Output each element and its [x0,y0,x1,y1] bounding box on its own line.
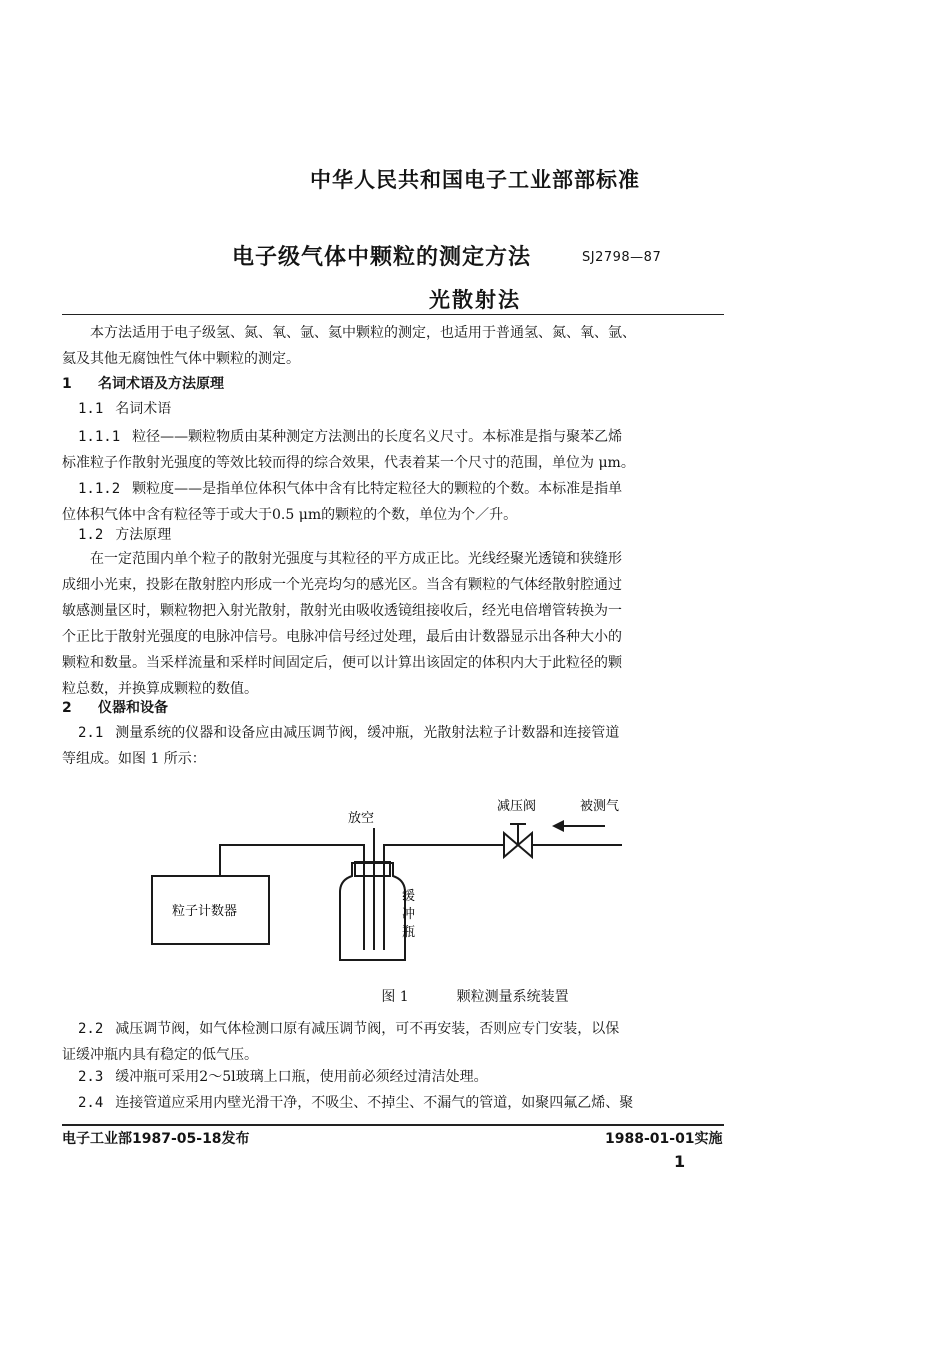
section-number: 1 [62,376,72,392]
clause-2-2 [62,1016,724,1068]
figure-caption [0,986,950,1006]
clause-text: 测量系统的仪器和设备应由减压调节阀，缓冲瓶，光散射法粒子计数器和连接管道 [115,725,620,741]
valve-left [504,833,518,857]
section-number: 1.2 [78,527,104,543]
clause-line [62,1090,724,1116]
clause-number: 1.1.1 [78,429,121,445]
issuer-heading: 中华人民共和国电子工业部部标准 [310,168,640,192]
clause-1-1-2 [62,476,724,528]
valve-right [518,833,532,857]
clause-text: 连接管道应采用内壁光滑干净，不吸尘、不掉尘、不漏气的管道，如聚四氟乙烯、聚 [115,1095,634,1111]
publish-date: 电子工业部1987-05-18发布 [62,1131,250,1147]
paragraph-line: 在一定范围内单个粒子的散射光强度与其粒径的平方成正比。光线经聚光透镜和狭缝形 [90,551,622,567]
clause-line [62,476,724,502]
section-1-1-heading [78,398,171,418]
clause-line: 位体积气体中含有粒径等于或大于0.5 μm的颗粒的个数，单位为个／升。 [62,507,518,523]
bottle-label-2: 冲 [402,907,416,922]
bottle-label-3: 瓶 [402,925,416,940]
clause-2-1 [62,720,724,772]
section-title: 方法原理 [115,527,172,543]
clause-1-1-1 [62,424,724,476]
clause-line: 标准粒子作散射光强度的等效比较而得的综合效果，代表着某一个尺寸的范围，单位为 μm。 [62,455,635,471]
title-rule [62,314,724,315]
footer-rule [62,1124,724,1126]
clause-number: 2.1 [78,725,104,741]
paragraph-line: 成细小光束，投影在散射腔内形成一个光亮均匀的感光区。当含有颗粒的气体经散射腔通过 [62,577,622,593]
clause-line [62,1064,724,1090]
figure-number: 图 1 [381,989,409,1005]
section-number: 2 [62,700,72,716]
standard-code: SJ2798—87 [582,250,662,265]
counter-label: 粒子计数器 [172,904,238,919]
section-title: 名词术语及方法原理 [98,376,224,392]
clause-line: 等组成。如图 1 所示： [62,751,206,767]
section-title: 名词术语 [115,401,172,417]
document-title: 电子级气体中颗粒的测定方法 [232,245,532,270]
clause-number: 2.2 [78,1021,104,1037]
bottle-label-1: 缓 [402,889,416,904]
clause-text: 粒径——颗粒物质由某种测定方法测出的长度名义尺寸。本标准是指与聚苯乙烯 [132,429,623,445]
valve-label: 减压阀 [497,799,537,814]
clause-number: 2.4 [78,1095,104,1111]
clause-text: 颗粒度——是指单位体积气体中含有比特定粒径大的颗粒的个数。本标准是指单 [132,481,623,497]
paragraph-line: 粒总数，并换算成颗粒的数值。 [62,681,258,697]
clause-2-4 [62,1090,724,1116]
paragraph-line: 敏感测量区时，颗粒物把入射光散射，散射光由吸收透镜组接收后，经光电倍增管转换为一 [62,603,622,619]
intro-line: 氦及其他无腐蚀性气体中颗粒的测定。 [62,351,300,367]
effective-date: 1988-01-01实施 [605,1131,723,1147]
gas-label: 被测气 [580,799,620,814]
flow-arrow-head [552,820,564,832]
figure-1-diagram [0,780,950,980]
clause-number: 1.1.2 [78,481,121,497]
figure-title: 颗粒测量系统装置 [456,989,569,1005]
clause-2-3 [62,1064,724,1090]
intro-line: 本方法适用于电子级氢、氮、氧、氩、氦中颗粒的测定，也适用于普通氢、氮、氧、氩、 [90,325,636,341]
section-number: 1.1 [78,401,104,417]
clause-text: 减压调节阀，如气体检测口原有减压调节阀，可不再安装，否则应专门安装，以保 [115,1021,620,1037]
section-2-heading [62,697,168,717]
clause-line [62,424,724,450]
principle-paragraph [62,546,724,702]
paragraph-line: 个正比于散射光强度的电脉冲信号。电脉冲信号经过处理，最后由计数器显示出各种大小的 [62,629,622,645]
vent-label: 放空 [348,811,375,826]
intro-paragraph [62,320,724,372]
clause-line: 证缓冲瓶内具有稳定的低气压。 [62,1047,258,1063]
paragraph-line: 颗粒和数量。当采样流量和采样时间固定后，便可以计算出该固定的体积内大于此粒径的颗 [62,655,622,671]
counter-pipe [220,845,364,950]
page-number: 1 [674,1152,686,1171]
document-subtitle: 光散射法 [429,288,521,312]
clause-line [62,1016,724,1042]
section-title: 仪器和设备 [98,700,168,716]
clause-number: 2.3 [78,1069,104,1085]
buffer-bottle [340,863,405,960]
clause-line [62,720,724,746]
clause-text: 缓冲瓶可采用2～5l玻璃上口瓶，使用前必须经过清洁处理。 [115,1069,488,1085]
section-1-heading [62,373,224,393]
section-1-2-heading [78,524,171,544]
